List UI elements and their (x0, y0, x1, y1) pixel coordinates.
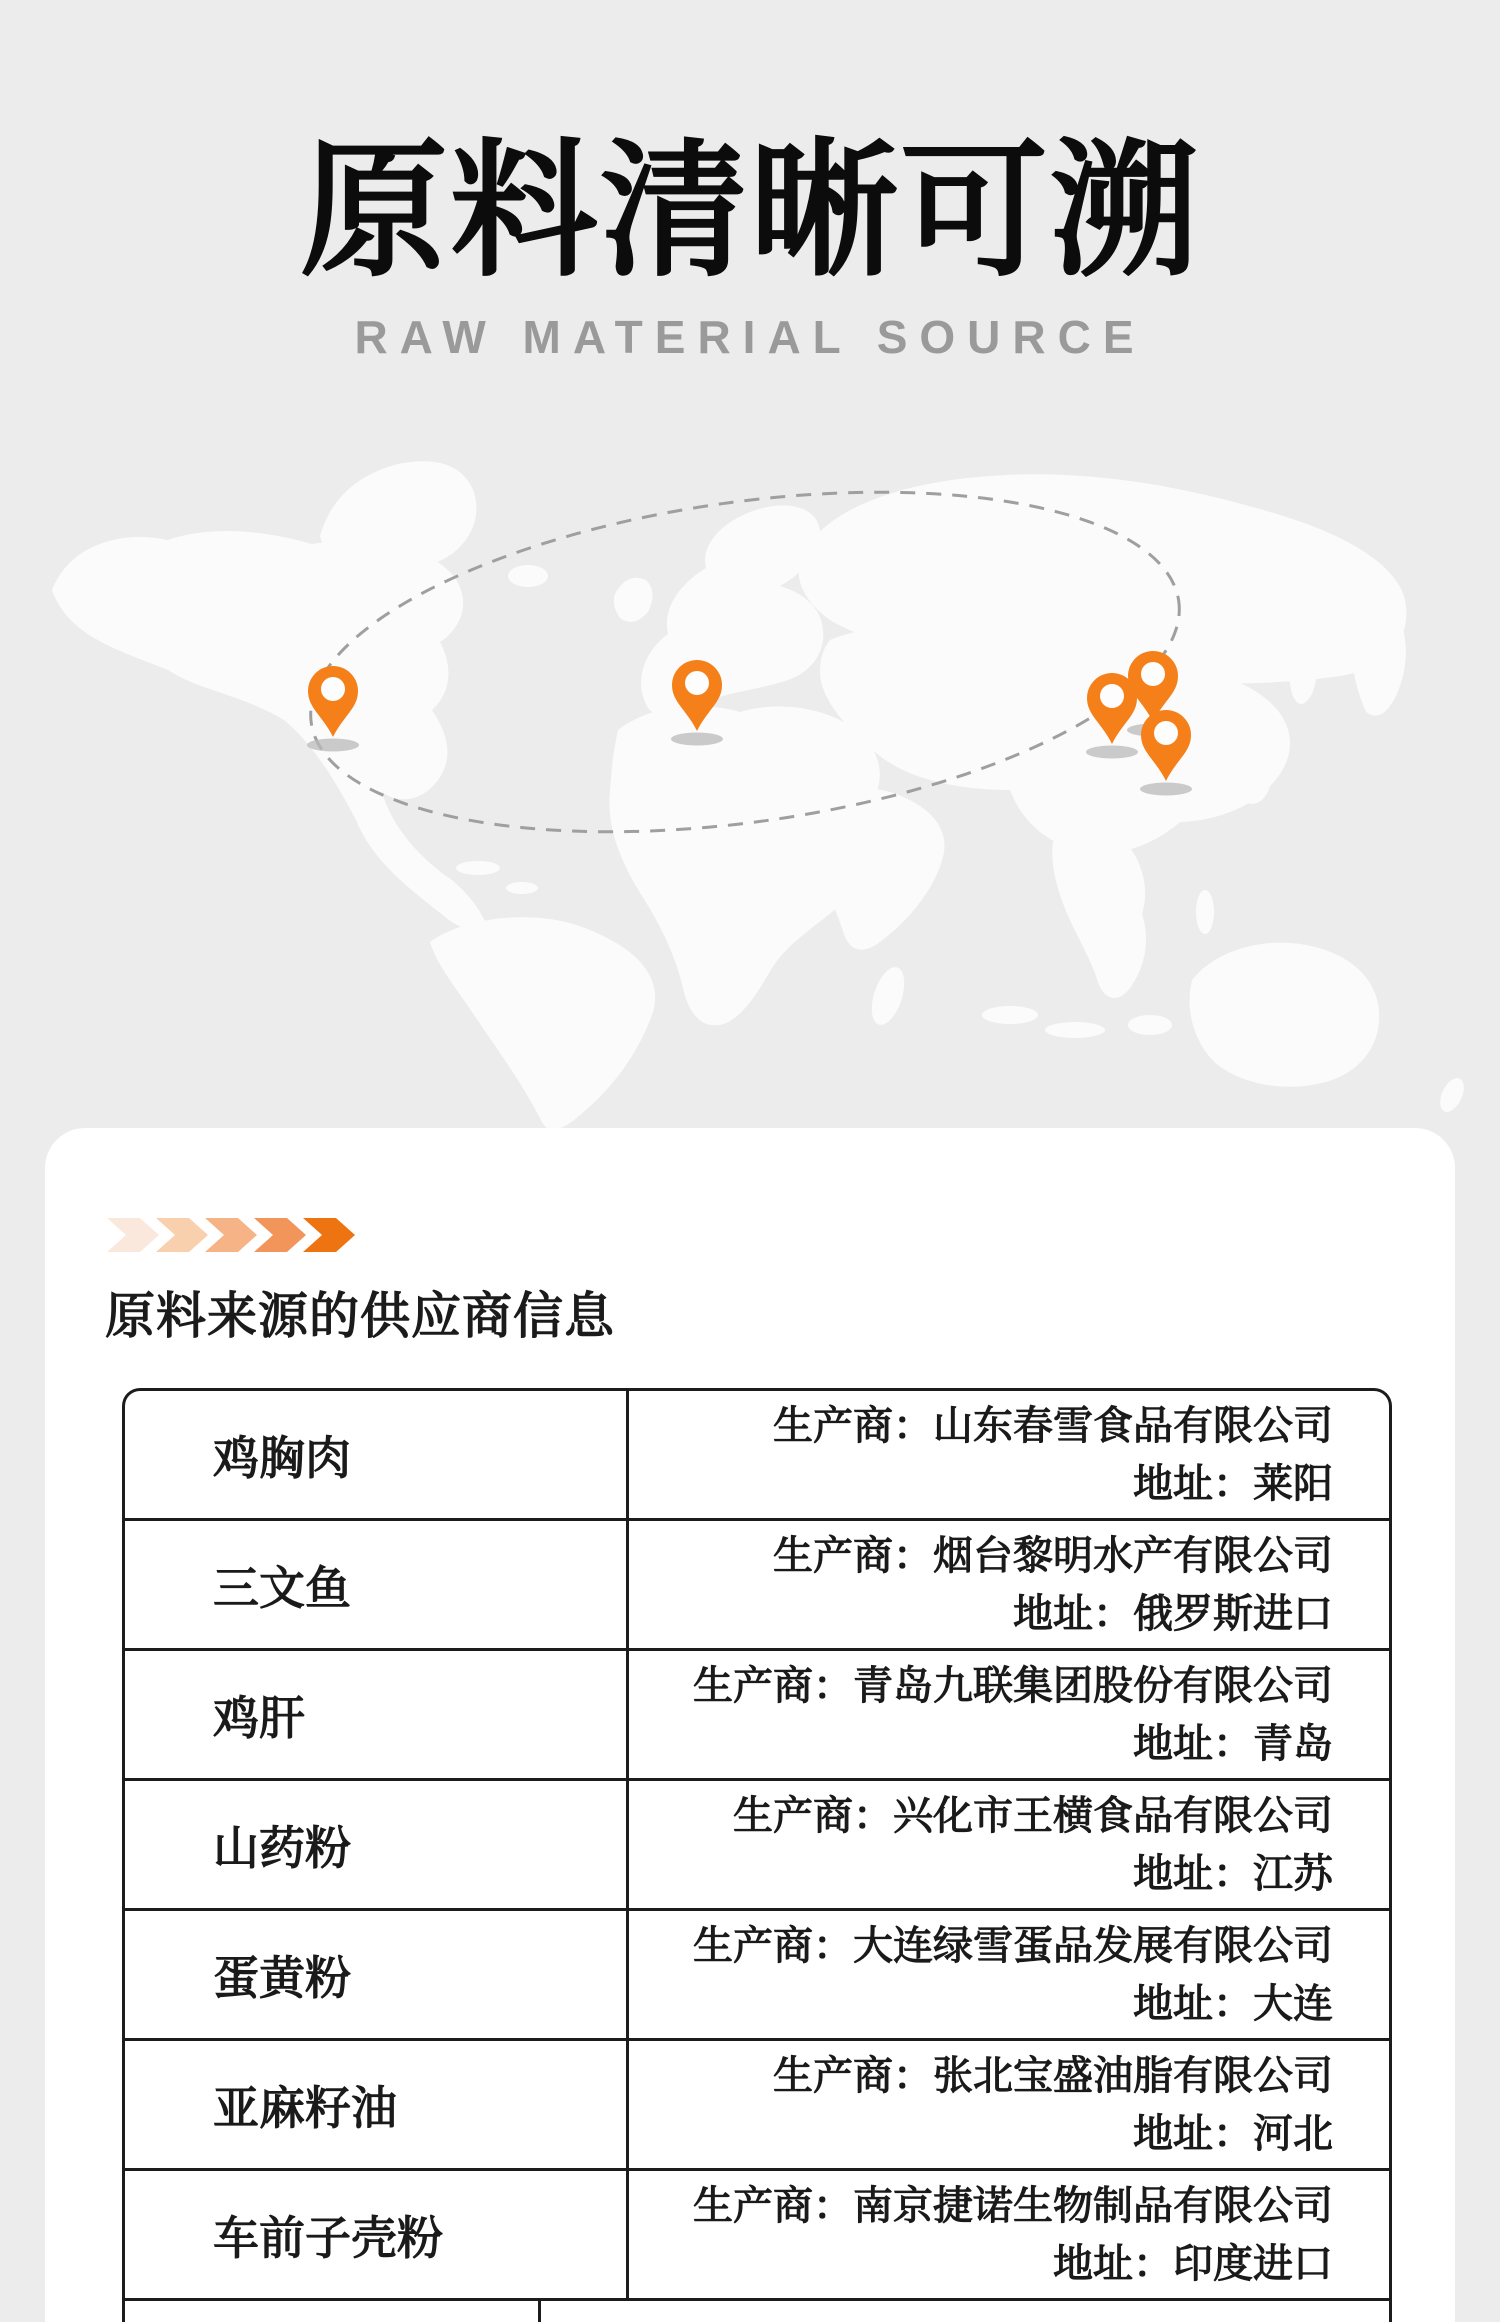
section-heading: 原料来源的供应商信息 (105, 1288, 615, 1344)
supplier-cell (629, 1911, 1389, 2038)
producer-line: 生产商：大连绿雪蛋品发展有限公司 (693, 1923, 1333, 1968)
ingredient-cell (125, 2301, 541, 2322)
table-row (125, 2171, 1389, 2301)
address-line: 地址：俄罗斯进口 (1013, 1591, 1333, 1636)
chevron-arrow-icon (254, 1218, 306, 1252)
table-row (125, 1651, 1389, 1781)
table-row (125, 1391, 1389, 1521)
ingredient-cell: 山药粉 (125, 1781, 629, 1908)
address-line: 地址：河北 (1133, 2111, 1333, 2156)
supplier-cell (629, 1781, 1389, 1908)
ingredient-cell: 亚麻籽油 (125, 2041, 629, 2168)
supplier-cell (629, 1391, 1389, 1518)
producer-line: 生产商：南京捷诺生物制品有限公司 (693, 2183, 1333, 2228)
address-line: 地址：莱阳 (1133, 1461, 1333, 1506)
supplier-cell (629, 2041, 1389, 2168)
page-subtitle: RAW MATERIAL SOURCE (354, 311, 1146, 363)
producer-line: 生产商：青岛九联集团股份有限公司 (693, 1663, 1333, 1708)
supplier-table (122, 1388, 1392, 2322)
chevron-arrow-icon (107, 1218, 159, 1252)
producer-line: 生产商：烟台黎明水产有限公司 (773, 1533, 1333, 1578)
supplier-cell (541, 2301, 1389, 2322)
map-continents (52, 461, 1469, 1129)
address-line: 地址：青岛 (1133, 1721, 1333, 1766)
chevron-arrows-icon (107, 1218, 367, 1252)
producer-line: 生产商：兴化市王横食品有限公司 (733, 1793, 1333, 1838)
table-row (125, 1911, 1389, 2041)
supplier-cell (629, 2171, 1389, 2298)
table-row (125, 2041, 1389, 2171)
table-row (125, 1521, 1389, 1651)
chevron-arrow-icon (205, 1218, 257, 1252)
ingredient-cell: 鸡肝 (125, 1651, 629, 1778)
ingredient-cell: 三文鱼 (125, 1521, 629, 1648)
world-map (0, 440, 1500, 1140)
chevron-arrow-icon (156, 1218, 208, 1252)
ingredient-cell: 车前子壳粉 (125, 2171, 629, 2298)
chevron-arrow-icon (303, 1218, 355, 1252)
ingredient-cell: 鸡胸肉 (125, 1391, 629, 1518)
supplier-cell (629, 1521, 1389, 1648)
producer-line: 生产商：张北宝盛油脂有限公司 (773, 2053, 1333, 2098)
ingredient-cell: 蛋黄粉 (125, 1911, 629, 2038)
supplier-cell (629, 1651, 1389, 1778)
table-row-partial (125, 2301, 1389, 2322)
address-line: 地址：江苏 (1133, 1851, 1333, 1896)
table-row (125, 1781, 1389, 1911)
address-line: 地址：大连 (1133, 1981, 1333, 2026)
producer-line: 生产商：山东春雪食品有限公司 (773, 1403, 1333, 1448)
address-line: 地址：印度进口 (1053, 2241, 1333, 2286)
page-title: 原料清晰可溯 (300, 129, 1200, 294)
supplier-info-card (45, 1128, 1455, 2322)
